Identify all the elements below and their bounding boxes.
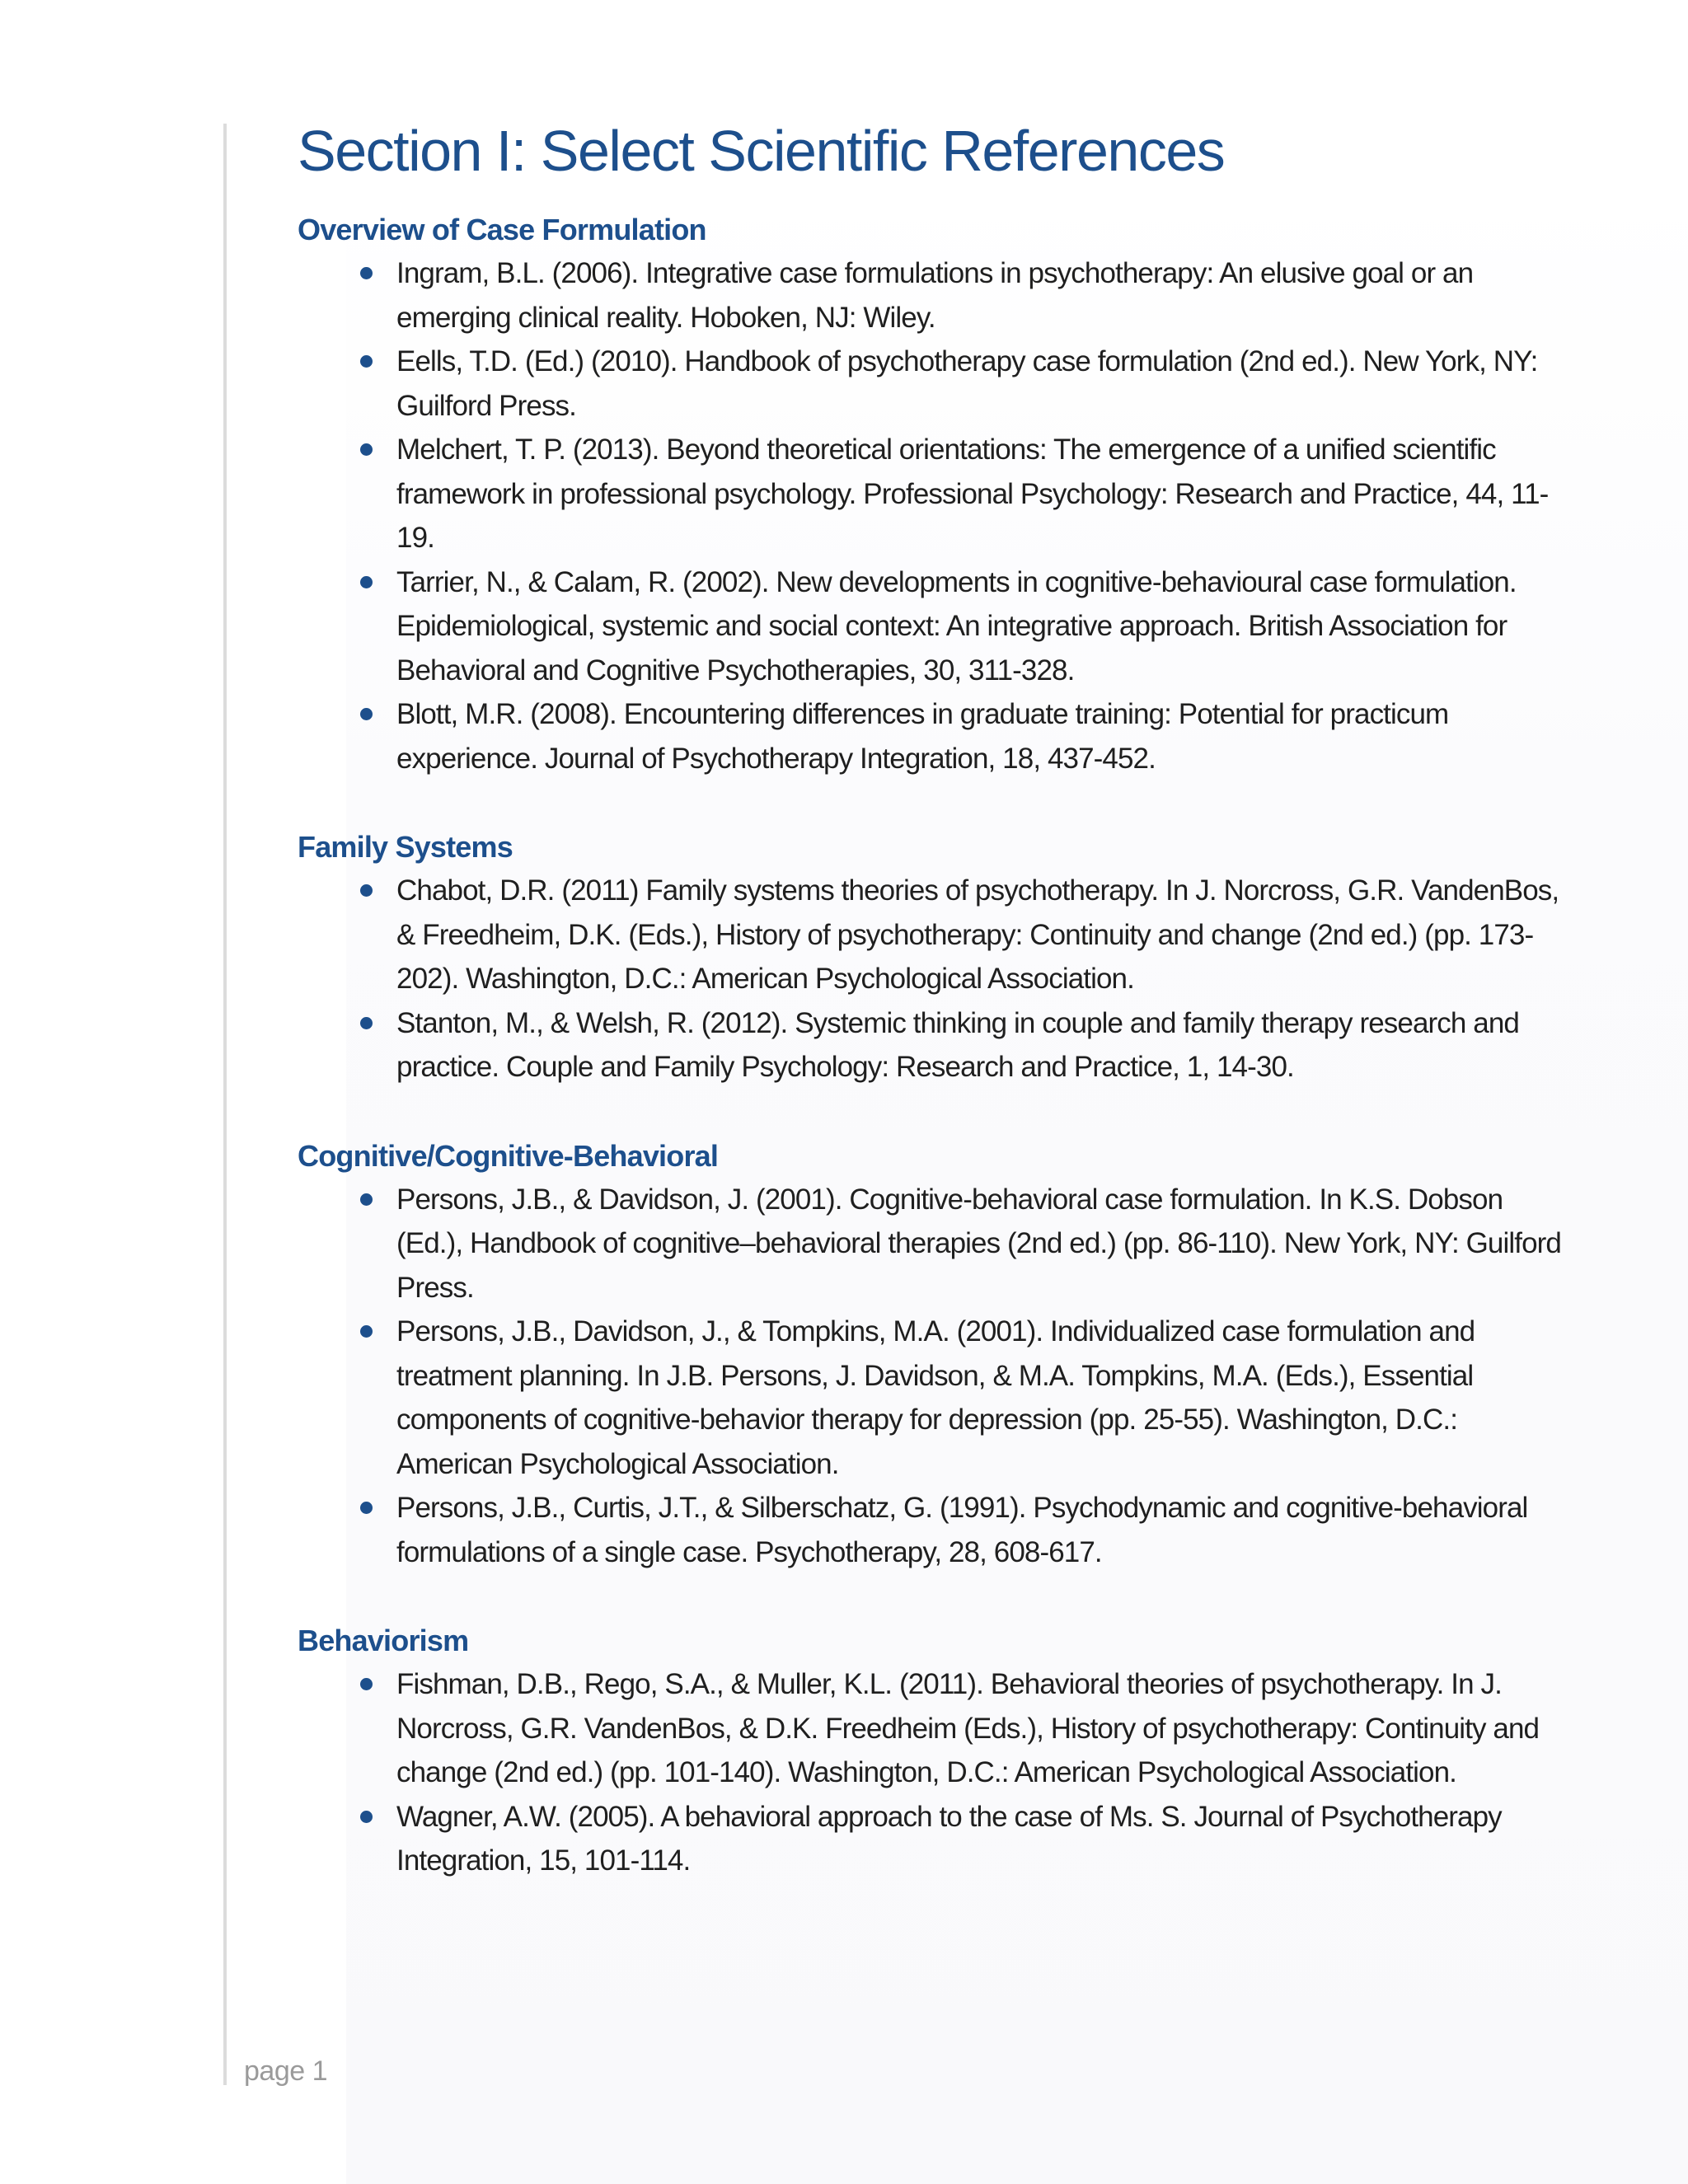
reference-item — [298, 1486, 1567, 1574]
reference-text: Persons, J.B., Davidson, J., & Tompkins, M.A. (2001). Individualized case formulation and treatment planning. In J.B. Persons, J. Davidson, & M.A. Tompkins, M.A. (Eds.), Essential components of cognitive-behavior therapy for depression (pp. 25-55). Washington, D.C.: American Psychological Association. — [396, 1315, 1475, 1480]
reference-text: Persons, J.B., & Davidson, J. (2001). Cognitive-behavioral case formulation. In K.S. Dobson (Ed.), Handbook of cognitive–behavioral therapies (2nd ed.) (pp. 86-110). New York, NY: Guilford Press. — [396, 1183, 1561, 1304]
margin-rule — [223, 124, 227, 2085]
bullet-icon — [360, 267, 373, 279]
bullet-icon — [360, 708, 373, 720]
section-behaviorism — [298, 1619, 1567, 1883]
reference-text: Persons, J.B., Curtis, J.T., & Silberschatz, G. (1991). Psychodynamic and cognitive-behavioral formulations of a single case. Psychotherapy, 28, 608-617. — [396, 1492, 1528, 1568]
bullet-icon — [360, 1678, 373, 1690]
bullet-icon — [360, 355, 373, 368]
section-cognitive-behavioral — [298, 1134, 1567, 1575]
document-content — [298, 115, 1567, 1883]
reference-item — [298, 428, 1567, 560]
section-heading: Behaviorism — [298, 1624, 469, 1657]
page-title: Section I: Select Scientific References — [298, 119, 1225, 183]
section-heading: Cognitive/Cognitive-Behavioral — [298, 1138, 719, 1173]
reference-item — [298, 1001, 1567, 1090]
reference-text: Tarrier, N., & Calam, R. (2002). New developments in cognitive-behavioural case formulation. Epidemiological, systemic and social context: An integrative approach. British Association for Behavioral and Cognitive Psychotherapies, 30, 311-328. — [396, 565, 1517, 687]
page-number: page 1 — [244, 2055, 327, 2087]
reference-item — [298, 1662, 1567, 1795]
reference-text: Ingram, B.L. (2006). Integrative case formulations in psychotherapy: An elusive goal or an emerging clinical reality. Hoboken, NJ: Wiley. — [396, 257, 1474, 334]
reference-text: Fishman, D.B., Rego, S.A., & Muller, K.L. (2011). Behavioral theories of psychotherapy. In J. Norcross, G.R. VandenBos, & D.K. Freedheim (Eds.), History of psychotherapy: Continuity and change (2nd ed.) (pp. 101-140). Washington, D.C.: American Psychological Association. — [396, 1668, 1540, 1788]
bullet-icon — [360, 1017, 373, 1029]
bullet-icon — [360, 1325, 373, 1338]
reference-list — [298, 251, 1567, 780]
reference-list — [298, 1662, 1567, 1883]
bullet-icon — [360, 1193, 373, 1206]
section-family-systems — [298, 825, 1567, 1090]
reference-text: Blott, M.R. (2008). Encountering differences in graduate training: Potential for practicum experience. Journal of Psychotherapy Integration, 18, 437-452. — [396, 698, 1449, 775]
reference-item — [298, 1795, 1567, 1883]
reference-text: Melchert, T. P. (2013). Beyond theoretical orientations: The emergence of a unified scientific framework in professional psychology. Professional Psychology: Research and Practice, 44, 11-19. — [396, 434, 1549, 554]
reference-item — [298, 1178, 1567, 1310]
reference-text: Chabot, D.R. (2011) Family systems theories of psychotherapy. In J. Norcross, G.R. VandenBos, & Freedheim, D.K. (Eds.), History of psychotherapy: Continuity and change (2nd ed.) (pp. 173-202). Washington, D.C.: American Psychological Association. — [396, 874, 1559, 995]
bullet-icon — [360, 576, 373, 588]
reference-item — [298, 692, 1567, 780]
bullet-icon — [360, 443, 373, 456]
reference-item — [298, 1310, 1567, 1486]
bullet-icon — [360, 1502, 373, 1514]
reference-item — [298, 869, 1567, 1001]
reference-text: Wagner, A.W. (2005). A behavioral approach to the case of Ms. S. Journal of Psychotherapy Integration, 15, 101-114. — [396, 1800, 1502, 1877]
reference-text: Eells, T.D. (Ed.) (2010). Handbook of psychotherapy case formulation (2nd ed.). New York, NY: Guilford Press. — [396, 345, 1538, 422]
reference-item — [298, 251, 1567, 340]
section-case-formulation — [298, 208, 1567, 780]
reference-list — [298, 1178, 1567, 1575]
reference-text: Stanton, M., & Welsh, R. (2012). Systemic thinking in couple and family therapy research and practice. Couple and Family Psychology: Research and Practice, 1, 14-30. — [396, 1006, 1519, 1083]
section-heading: Overview of Case Formulation — [298, 213, 706, 246]
reference-item — [298, 560, 1567, 693]
bullet-icon — [360, 884, 373, 897]
bullet-icon — [360, 1811, 373, 1823]
reference-list — [298, 869, 1567, 1090]
reference-item — [298, 340, 1567, 428]
section-heading: Family Systems — [298, 830, 513, 864]
